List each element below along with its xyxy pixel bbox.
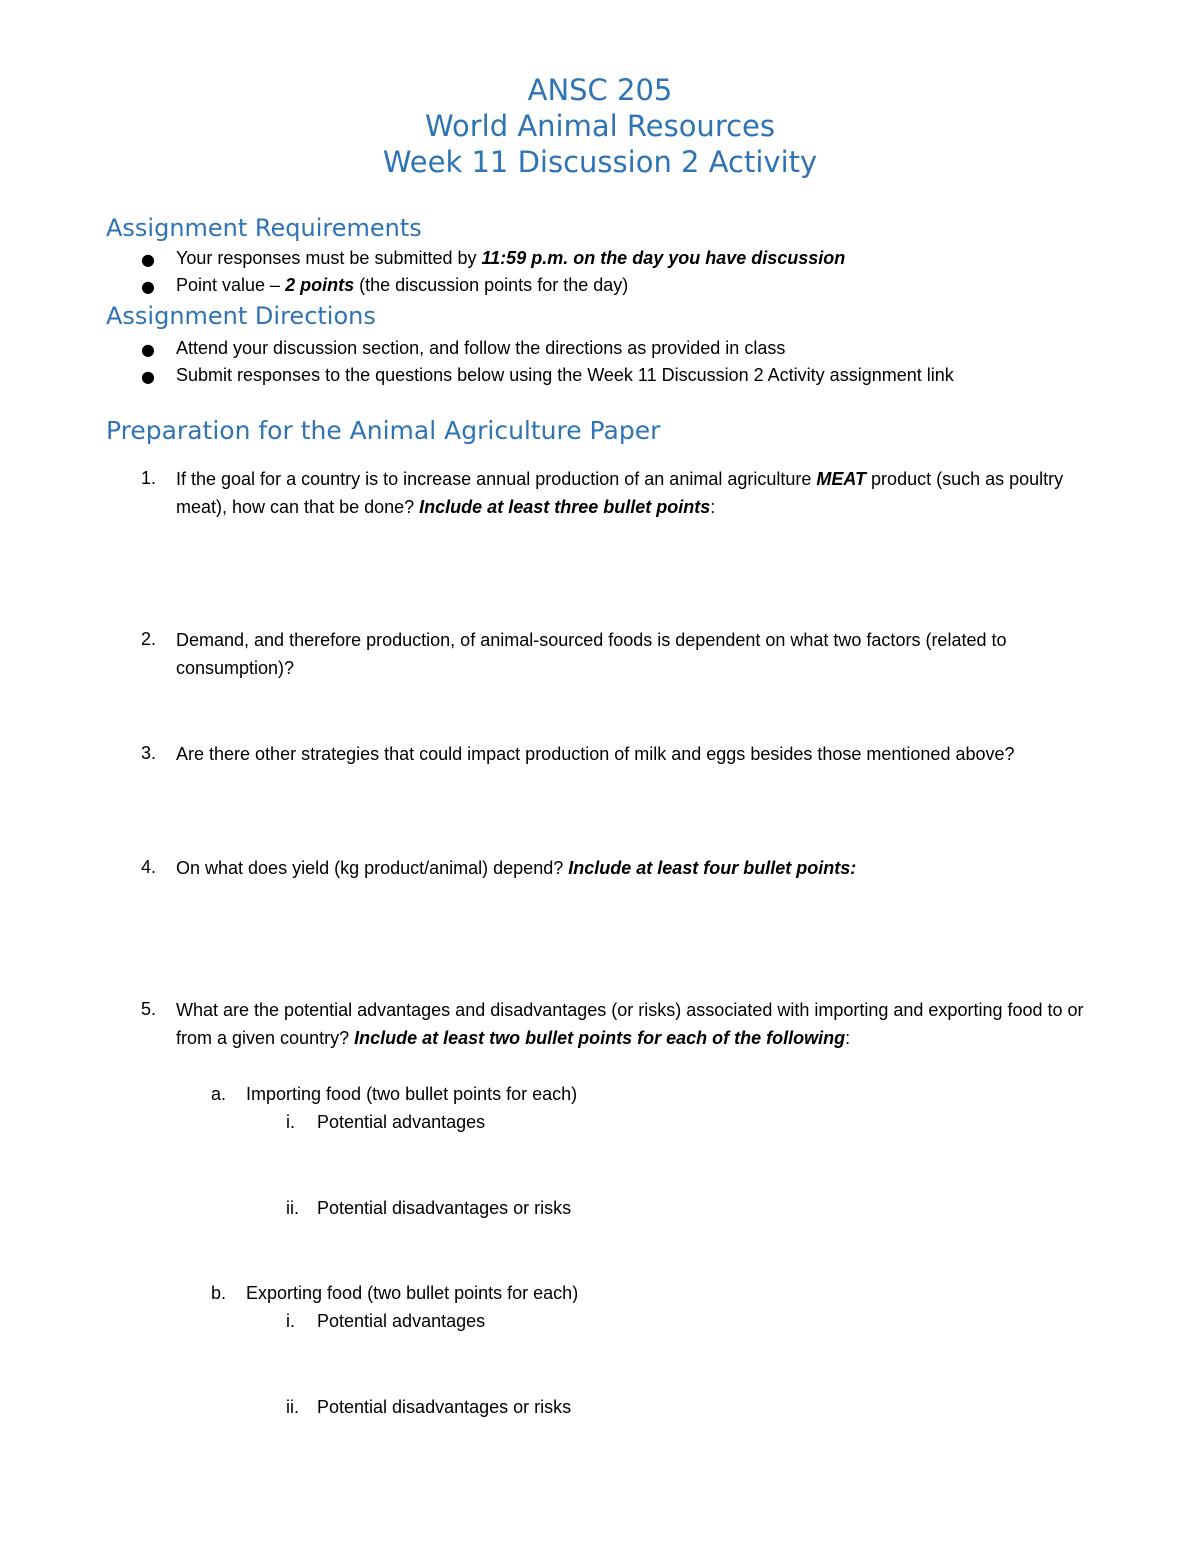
requirement-points	[176, 275, 628, 296]
roman-label: i.	[286, 1112, 295, 1132]
question-2: Demand, and therefore production, of animal-sourced foods is dependent on what two factors (related to consumption)?	[176, 630, 1007, 678]
question-5-instruction: Include at least two bullet points for each of the following	[354, 1028, 846, 1048]
roman-label: ii.	[286, 1198, 299, 1218]
exporting-food-item: Exporting food (two bullet points for each)	[246, 1283, 579, 1303]
direction-submit: Submit responses to the questions below using the Week 11 Discussion 2 Activity assignment link	[176, 365, 954, 385]
question-number: 3.	[141, 743, 157, 763]
exporting-advantages: Potential advantages	[317, 1311, 486, 1331]
question-4-instruction: Include at least four bullet points:	[568, 858, 857, 878]
roman-label: ii.	[286, 1397, 299, 1417]
requirement-deadline-emphasis: 11:59 p.m. on the day you have discussion	[481, 248, 846, 268]
question-number: 2.	[141, 629, 157, 649]
exporting-disadvantages: Potential disadvantages or risks	[317, 1397, 572, 1417]
question-1-text: If the goal for a country is to increase annual production of an animal agriculture	[176, 469, 817, 489]
preparation-heading: Preparation for the Animal Agriculture Paper	[106, 416, 661, 445]
question-5-text: What are the potential advantages and disadvantages (or risks) associated with importing and exporting food to or from a given country?	[176, 1000, 1084, 1048]
roman-label: i.	[286, 1311, 295, 1331]
course-code: ANSC 205	[527, 73, 673, 107]
bullet-icon: ●	[141, 277, 155, 296]
requirement-points-text: Point value –	[176, 275, 286, 295]
importing-advantages: Potential advantages	[317, 1112, 486, 1132]
sub-item-label: a.	[211, 1084, 227, 1104]
sub-item-label: b.	[211, 1283, 227, 1303]
bullet-icon: ●	[141, 250, 155, 269]
direction-attend: Attend your discussion section, and follow the directions as provided in class	[176, 338, 786, 358]
question-1-text-cont: product (such as poultry meat), how can that be done?	[176, 469, 1064, 517]
question-4-text: On what does yield (kg product/animal) depend?	[176, 858, 569, 878]
question-1-emphasis: MEAT	[816, 469, 867, 489]
question-3: Are there other strategies that could impact production of milk and eggs besides those mentioned above?	[176, 744, 1015, 764]
question-1-instruction: Include at least three bullet points	[419, 497, 711, 517]
question-4	[176, 854, 1096, 882]
requirements-heading: Assignment Requirements	[106, 214, 422, 242]
question-number: 5.	[141, 999, 157, 1019]
question-number: 4.	[141, 857, 157, 877]
bullet-icon: ●	[141, 367, 155, 386]
course-name: World Animal Resources	[425, 109, 775, 143]
question-5-end: :	[845, 1028, 851, 1048]
requirement-deadline-text: Your responses must be submitted by	[176, 248, 482, 268]
activity-title: Week 11 Discussion 2 Activity	[382, 145, 818, 179]
question-1-end: :	[710, 497, 716, 517]
requirement-deadline	[176, 248, 845, 269]
directions-heading: Assignment Directions	[106, 302, 376, 330]
requirement-points-suffix: (the discussion points for the day)	[354, 275, 629, 295]
requirement-points-emphasis: 2 points	[285, 275, 355, 295]
question-5	[176, 996, 1096, 1052]
bullet-icon: ●	[141, 340, 155, 359]
question-1	[176, 465, 1096, 521]
question-number: 1.	[141, 468, 157, 488]
importing-disadvantages: Potential disadvantages or risks	[317, 1198, 572, 1218]
importing-food-item: Importing food (two bullet points for each)	[246, 1084, 578, 1104]
